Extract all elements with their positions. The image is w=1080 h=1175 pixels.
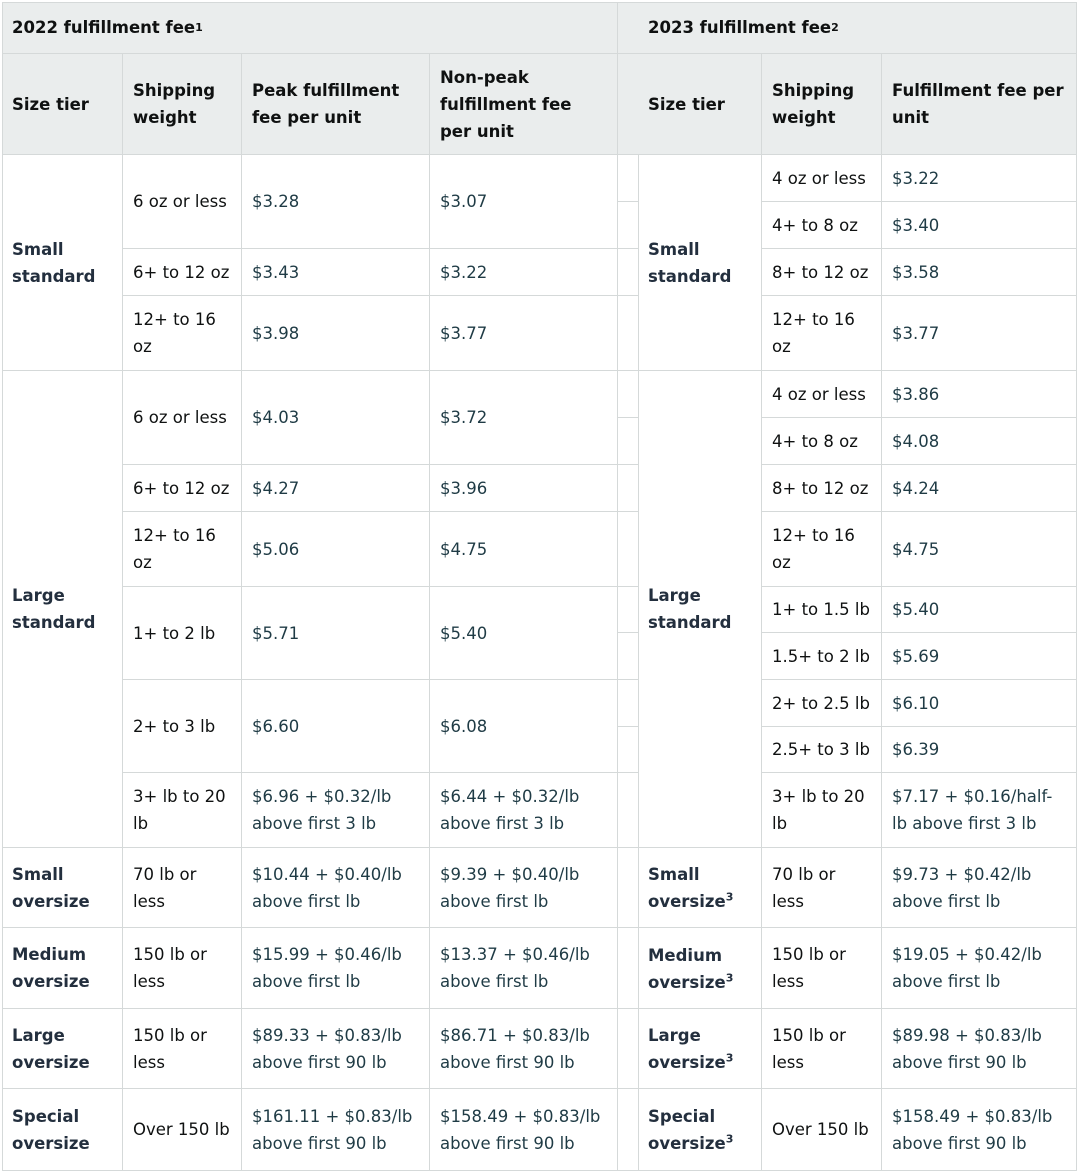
table-cell-text: 3+ lb to 20 lb: [133, 787, 226, 833]
table-cell-text: $89.33 + $0.83/lb above first 90 lb: [252, 1025, 402, 1072]
shipping-weight-2022: [123, 371, 242, 465]
column-gap-header: [618, 2, 639, 54]
table-cell-text: $4.03: [252, 408, 300, 427]
fee-2023: [882, 928, 1077, 1009]
size-tier-label: Small standard: [648, 239, 732, 286]
shipping-weight-2023: [762, 418, 882, 465]
shipping-weight-2023: [762, 1089, 882, 1171]
table-cell-text: 4+ to 8 oz: [772, 215, 858, 235]
column-header-2022: [2, 54, 123, 155]
fee-2023: [882, 155, 1077, 202]
table-cell-text: 12+ to 16 oz: [772, 526, 855, 572]
column-gap-cell: [618, 371, 639, 418]
fee-2023: [882, 249, 1077, 296]
table-cell-text: $5.40: [892, 600, 940, 619]
fee-2022: [242, 155, 430, 249]
table-cell-text: $3.43: [252, 262, 300, 282]
fee-2022: [242, 296, 430, 371]
column-gap-cell: [618, 848, 639, 928]
shipping-weight-2022: [123, 296, 242, 371]
table-cell-text: $3.22: [892, 168, 940, 188]
table-cell-text: $4.75: [892, 539, 940, 559]
shipping-weight-2022: [123, 155, 242, 249]
table-cell-text: $158.49 + $0.83/lb above first 90 lb: [892, 1106, 1053, 1153]
table-cell-text: $158.49 + $0.83/lb above first 90 lb: [440, 1106, 601, 1153]
table-cell-text: $4.27: [252, 478, 300, 498]
fee-2023: [882, 202, 1077, 249]
column-gap-header: [618, 54, 639, 155]
shipping-weight-2023: [762, 587, 882, 633]
shipping-weight-2022: [123, 587, 242, 680]
column-header-label: Size tier: [648, 94, 725, 114]
column-gap-cell: [618, 465, 639, 512]
fee-2023: [882, 727, 1077, 773]
shipping-weight-2023: [762, 773, 882, 848]
size-tier-label: Small oversize: [12, 864, 90, 911]
table-cell-text: $19.05 + $0.42/lb above first lb: [892, 945, 1042, 991]
table-cell-text: $3.22: [440, 262, 488, 282]
shipping-weight-2023: [762, 155, 882, 202]
size-tier-label: Special oversize: [648, 1107, 726, 1153]
fee-2023: [882, 418, 1077, 465]
size-tier-label: Large standard: [648, 586, 732, 632]
fee-2022: [430, 773, 618, 848]
fee-2022: [430, 512, 618, 587]
column-header-label: Peak fulfillment fee per unit: [252, 81, 400, 127]
column-gap-cell: [618, 202, 639, 249]
table-cell-text: 6+ to 12 oz: [133, 478, 230, 498]
shipping-weight-2022: [123, 249, 242, 296]
fee-2022: [430, 1009, 618, 1089]
table-cell-text: Over 150 lb: [772, 1120, 869, 1139]
column-gap-cell: [618, 587, 639, 633]
fee-2023: [882, 465, 1077, 512]
table-cell-text: $10.44 + $0.40/lb above first lb: [252, 864, 402, 911]
column-gap-cell: [618, 249, 639, 296]
shipping-weight-2023: [762, 249, 882, 296]
table-cell-text: $15.99 + $0.46/lb above first lb: [252, 945, 402, 991]
table-cell-text: $86.71 + $0.83/lb above first 90 lb: [440, 1025, 590, 1072]
fee-2023: [882, 371, 1077, 418]
column-header-2023: [762, 54, 882, 155]
table-cell-text: $6.10: [892, 693, 940, 713]
shipping-weight-2022: [123, 680, 242, 773]
table-cell-text: 2.5+ to 3 lb: [772, 740, 870, 759]
fee-2023: [882, 587, 1077, 633]
fee-2023: [882, 296, 1077, 371]
table-cell-text: 4 oz or less: [772, 384, 866, 404]
shipping-weight-2022: [123, 1089, 242, 1171]
size-tier-2022: [2, 1009, 123, 1089]
shipping-weight-2023: [762, 296, 882, 371]
table-cell-text: $3.77: [892, 323, 940, 343]
size-tier-2023: [638, 1089, 762, 1171]
size-tier-label: Medium oversize: [12, 945, 90, 991]
table-cell-text: 1+ to 1.5 lb: [772, 600, 870, 619]
shipping-weight-2023: [762, 680, 882, 727]
fee-2022: [430, 1089, 618, 1171]
column-header-label: Shipping weight: [772, 81, 855, 127]
footnote-marker: 3: [725, 890, 734, 904]
table-cell-text: $3.07: [440, 192, 488, 211]
table-cell-text: 3+ lb to 20 lb: [772, 787, 865, 833]
fee-2022: [242, 249, 430, 296]
shipping-weight-2022: [123, 465, 242, 512]
fee-2023: [882, 848, 1077, 928]
fee-2022: [242, 1009, 430, 1089]
shipping-weight-2022: [123, 1009, 242, 1089]
column-header-label: Non-peak fulfillment fee per unit: [440, 67, 572, 141]
shipping-weight-2023: [762, 371, 882, 418]
table-cell-text: 70 lb or less: [772, 864, 836, 911]
table-cell-text: 1.5+ to 2 lb: [772, 646, 870, 666]
table-cell-text: $3.28: [252, 192, 300, 211]
table-cell-text: $6.08: [440, 716, 488, 736]
size-tier-label: Medium oversize: [648, 945, 726, 992]
shipping-weight-2023: [762, 928, 882, 1009]
fee-2023: [882, 633, 1077, 680]
size-tier-label: Small standard: [12, 239, 96, 286]
table-cell-text: 1+ to 2 lb: [133, 623, 216, 643]
footnote-marker: 3: [725, 971, 734, 984]
table-cell-text: 6+ to 12 oz: [133, 262, 230, 282]
table-cell-text: 12+ to 16 oz: [133, 310, 216, 356]
fee-2022: [430, 296, 618, 371]
table-cell-text: $4.24: [892, 478, 940, 498]
fee-2022: [242, 371, 430, 465]
fee-2022: [430, 928, 618, 1009]
shipping-weight-2023: [762, 512, 882, 587]
title-2022-text: 2022 fulfillment fee: [12, 18, 196, 37]
shipping-weight-2022: [123, 928, 242, 1009]
table-cell-text: $13.37 + $0.46/lb above first lb: [440, 945, 590, 991]
column-gap-cell: [618, 928, 639, 1009]
shipping-weight-2022: [123, 848, 242, 928]
size-tier-2022: [2, 1089, 123, 1171]
shipping-weight-2022: [123, 512, 242, 587]
fee-2022: [242, 465, 430, 512]
fee-2022: [242, 680, 430, 773]
column-header-2022: [123, 54, 242, 155]
fee-2023: [882, 512, 1077, 587]
table-cell-text: 6 oz or less: [133, 192, 227, 211]
table-cell-text: 12+ to 16 oz: [133, 526, 216, 572]
table-cell-text: 150 lb or less: [772, 1025, 846, 1072]
size-tier-label: Large standard: [12, 586, 96, 632]
fee-2022: [242, 1089, 430, 1171]
fee-2022: [430, 587, 618, 680]
size-tier-2022: [2, 371, 123, 848]
column-header-2023: [882, 54, 1077, 155]
fee-2022: [430, 155, 618, 249]
table-cell-text: $9.73 + $0.42/lb above first lb: [892, 864, 1032, 911]
column-gap-cell: [618, 512, 639, 587]
fee-2023: [882, 1009, 1077, 1089]
shipping-weight-2022: [123, 773, 242, 848]
size-tier-2023: [638, 371, 762, 848]
fee-2022: [242, 587, 430, 680]
fee-2022: [430, 465, 618, 512]
column-header-2022: [242, 54, 430, 155]
shipping-weight-2023: [762, 727, 882, 773]
column-gap-cell: [618, 680, 639, 727]
table-cell-text: $3.98: [252, 323, 300, 343]
table-cell-text: 4 oz or less: [772, 168, 866, 188]
table-cell-text: $3.72: [440, 408, 488, 427]
table-cell-text: 2+ to 2.5 lb: [772, 693, 870, 713]
table-title-2022: 2022 fulfillment fee 1: [2, 2, 618, 54]
column-gap-cell: [618, 418, 639, 465]
size-tier-2022: [2, 848, 123, 928]
size-tier-label: Small oversize: [648, 865, 726, 911]
table-cell-text: 6 oz or less: [133, 408, 227, 427]
size-tier-2022: [2, 928, 123, 1009]
table-cell-text: 8+ to 12 oz: [772, 478, 869, 498]
table-cell-text: $5.40: [440, 623, 488, 643]
fee-2022: [242, 848, 430, 928]
table-cell-text: $6.39: [892, 740, 940, 759]
size-tier-2023: [638, 848, 762, 928]
fee-2022: [242, 512, 430, 587]
table-cell-text: $5.69: [892, 646, 940, 666]
table-cell-text: $3.96: [440, 478, 488, 498]
fee-2023: [882, 773, 1077, 848]
fee-2022: [242, 928, 430, 1009]
column-header-2023: [638, 54, 762, 155]
table-cell-text: $3.77: [440, 323, 488, 343]
column-header-label: Size tier: [12, 94, 89, 114]
table-cell-text: $161.11 + $0.83/lb above first 90 lb: [252, 1106, 413, 1153]
table-cell-text: 150 lb or less: [133, 945, 207, 991]
title-2023-text: 2023 fulfillment fee: [648, 18, 832, 37]
shipping-weight-2023: [762, 848, 882, 928]
table-cell-text: $6.60: [252, 716, 300, 736]
column-header-2022: [430, 54, 618, 155]
column-gap-cell: [618, 633, 639, 680]
column-gap-cell: [618, 727, 639, 773]
fee-2022: [242, 773, 430, 848]
table-cell-text: $7.17 + $0.16/half-lb above first 3 lb: [892, 787, 1053, 833]
table-cell-text: 8+ to 12 oz: [772, 262, 869, 282]
table-cell-text: $3.40: [892, 215, 940, 235]
table-cell-text: 150 lb or less: [133, 1025, 207, 1072]
fee-comparison-table: [2, 2, 1077, 1171]
size-tier-2023: [638, 155, 762, 371]
fee-2022: [430, 371, 618, 465]
table-cell-text: 12+ to 16 oz: [772, 310, 855, 356]
table-cell-text: $4.75: [440, 539, 488, 559]
column-gap-cell: [618, 773, 639, 848]
table-cell-text: $5.71: [252, 623, 300, 643]
column-header-label: Fulfillment fee per unit: [892, 81, 1064, 127]
table-cell-text: $6.44 + $0.32/lb above first 3 lb: [440, 787, 580, 833]
table-cell-text: $3.58: [892, 262, 940, 282]
table-cell-text: 2+ to 3 lb: [133, 716, 216, 736]
table-cell-text: $89.98 + $0.83/lb above first 90 lb: [892, 1025, 1042, 1072]
table-cell-text: 4+ to 8 oz: [772, 431, 858, 451]
size-tier-label: Special oversize: [12, 1106, 90, 1153]
shipping-weight-2023: [762, 1009, 882, 1089]
size-tier-2022: [2, 155, 123, 371]
table-cell-text: $6.96 + $0.32/lb above first 3 lb: [252, 787, 392, 833]
size-tier-label: Large oversize: [12, 1025, 90, 1072]
shipping-weight-2023: [762, 465, 882, 512]
table-title-2023: 2023 fulfillment fee 2: [638, 2, 1077, 54]
table-cell-text: 70 lb or less: [133, 864, 197, 911]
size-tier-label: Large oversize: [648, 1026, 726, 1072]
table-cell-text: $3.86: [892, 384, 940, 404]
shipping-weight-2023: [762, 202, 882, 249]
table-cell-text: 150 lb or less: [772, 945, 846, 991]
table-cell-text: $9.39 + $0.40/lb above first lb: [440, 864, 580, 911]
column-gap-cell: [618, 296, 639, 371]
column-gap-cell: [618, 1009, 639, 1089]
footnote-marker: 3: [725, 1132, 734, 1146]
fee-2022: [430, 848, 618, 928]
fee-2023: [882, 1089, 1077, 1171]
fee-2023: [882, 680, 1077, 727]
footnote-marker: 3: [725, 1051, 734, 1065]
fee-2022: [430, 249, 618, 296]
table-cell-text: $5.06: [252, 539, 300, 559]
column-gap-cell: [618, 1089, 639, 1171]
size-tier-2023: [638, 928, 762, 1009]
column-gap-cell: [618, 155, 639, 202]
shipping-weight-2023: [762, 633, 882, 680]
size-tier-2023: [638, 1009, 762, 1089]
fee-2022: [430, 680, 618, 773]
table-cell-text: Over 150 lb: [133, 1120, 230, 1139]
column-header-label: Shipping weight: [133, 81, 216, 127]
table-cell-text: $4.08: [892, 431, 940, 451]
